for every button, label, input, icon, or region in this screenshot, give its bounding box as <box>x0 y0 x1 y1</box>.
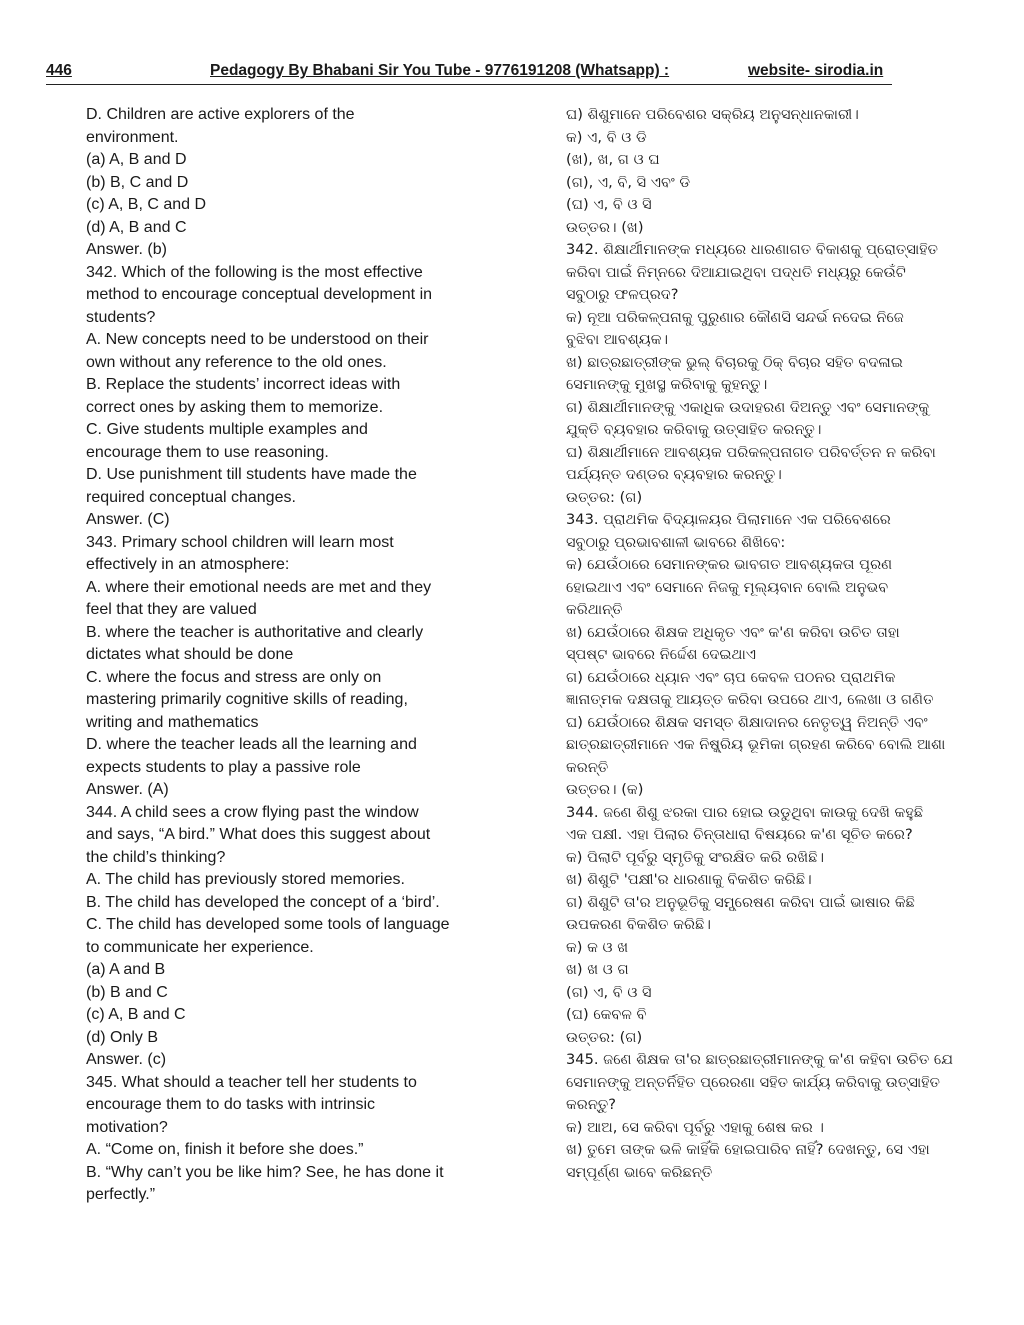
odia-text-line: 343. ପ୍ରାଥମିକ ବିଦ୍ୟାଳୟର ପିଲାମାନେ ଏକ ପରିବେଶରେ <box>566 511 891 528</box>
odia-text-line: ଯୁକ୍ତି ବ୍ୟବହାର କରିବାକୁ ଉତ୍ସାହିତ କରନ୍ତୁ। <box>566 421 822 438</box>
english-text-line: Answer. (b) <box>86 241 167 258</box>
english-text-line: Answer. (A) <box>86 781 169 798</box>
english-text-line: dictates what should be done <box>86 646 294 663</box>
odia-text-line: କ) ପିଲାଟି ପୂର୍ବରୁ ସ୍ମୃତିକୁ ସଂରକ୍ଷିତ କରି ରଖିଛି। <box>566 848 825 866</box>
english-text-line: 345. What should a teacher tell her students to <box>86 1073 417 1091</box>
odia-text-line: 345. ଜଣେ ଶିକ୍ଷକ ତା'ର ଛାତ୍ରଛାତ୍ରୀମାନଙ୍କୁ କ'ଣ କହିବା ଉଚିତ ଯେ <box>566 1051 954 1068</box>
english-text-line: A. “Come on, finish it before she does.” <box>86 1141 364 1158</box>
page-header <box>46 62 892 85</box>
odia-text-line: (ଘ) ଏ, ବି ଓ ସି <box>566 196 652 213</box>
odia-text-line: ଉପକରଣ ବିକଶିତ କରିଛି। <box>566 916 711 933</box>
odia-text-line: ଗ) ଶିକ୍ଷାର୍ଥୀମାନଙ୍କୁ ଏକାଧିକ ଉଦାହରଣ ଦିଅନ୍ତୁ ଏବଂ ସେମାନଙ୍କୁ <box>566 398 930 416</box>
odia-text-line: ଏକ ପକ୍ଷୀ. ଏହା ପିଲାର ଚିନ୍ତାଧାରା ବିଷୟରେ କ'ଣ ସୂଚିତ କରେ? <box>566 826 913 843</box>
english-text-line: D. Children are active explorers of the <box>86 106 355 123</box>
english-text-line: required conceptual changes. <box>86 488 296 506</box>
odia-text-line: ସବୁଠାରୁ ପ୍ରଭାବଶାଳୀ ଭାବରେ ଶିଖିବେ: <box>566 533 786 551</box>
english-text-line: B. Replace the students’ incorrect ideas with <box>86 376 401 393</box>
odia-text-line: ସବୁଠାରୁ ଫଳପ୍ରଦ? <box>566 286 679 303</box>
odia-text-line: ପର୍ଯ୍ୟନ୍ତ ଦଣ୍ଡର ବ୍ୟବହାର କରନ୍ତୁ। <box>566 466 782 483</box>
english-text-line: correct ones by asking them to memorize. <box>86 398 384 416</box>
odia-text-line: କ) ଯେଉଁଠାରେ ସେମାନଙ୍କର ଭାବଗତ ଆବଶ୍ୟକତା ପୂରଣ <box>566 556 893 573</box>
english-text-line: (d) A, B and C <box>86 218 187 236</box>
english-text-line: and says, “A bird.” What does this suggest about <box>86 826 431 843</box>
english-text-line: the child’s thinking? <box>86 848 226 866</box>
english-text-line: A. where their emotional needs are met and they <box>86 578 432 596</box>
odia-column <box>566 104 966 1184</box>
odia-text-line: ଛାତ୍ରଛାତ୍ରୀମାନେ ଏକ ନିଷ୍କ୍ରିୟ ଭୂମିକା ଗ୍ରହଣ କରିବେ ବୋଲି ଆଶା <box>566 736 946 753</box>
header-title: Pedagogy By Bhabani Sir You Tube - 9776191208 (Whatsapp) : <box>210 62 670 79</box>
odia-text-line: କରନ୍ତୁ? <box>566 1096 617 1113</box>
english-text-line: effectively in an atmosphere: <box>86 556 290 573</box>
english-text-line: C. Give students multiple examples and <box>86 421 368 438</box>
english-text-line: students? <box>86 308 156 326</box>
english-text-line: perfectly.” <box>86 1186 156 1203</box>
english-text-line: A. The child has previously stored memories. <box>86 871 405 888</box>
odia-text-line: ଗ) ଯେଉଁଠାରେ ଧ୍ୟାନ ଏବଂ ଚାପ କେବଳ ପଠନର ପ୍ରାଥମିକ <box>566 668 896 686</box>
odia-text-line: ଖ) ତୁମେ ତାଙ୍କ ଭଳି କାହିଁକି ହୋଇପାରିବ ନାହିଁ? ଦେଖନ୍ତୁ, ସେ ଏହା <box>566 1141 930 1158</box>
odia-text-line: ଉତ୍ତର। (କ) <box>566 781 644 798</box>
odia-text-line: ସେମାନଙ୍କୁ ଅନ୍ତର୍ନିହିତ ପ୍ରେରଣା ସହିତ କାର୍ଯ୍ୟ କରିବାକୁ ଉତ୍ସାହିତ <box>566 1073 941 1091</box>
odia-text-line: ଘ) ଶିକ୍ଷାର୍ଥୀମାନେ ଆବଶ୍ୟକ ପରିକଳ୍ପନାଗତ ପରିବର୍ତ୍ତନ ନ କରିବା <box>566 443 936 461</box>
odia-text-line: (ଘ) କେବଳ ବି <box>566 1006 647 1023</box>
english-text-line: to communicate her experience. <box>86 938 314 956</box>
odia-text-line: କ) କ ଓ ଖ <box>566 938 629 956</box>
english-text-line: mastering primarily cognitive skills of reading, <box>86 691 408 708</box>
english-text-line: B. where the teacher is authoritative and clearly <box>86 623 424 641</box>
odia-text-line: କରିଥାନ୍ତି <box>566 601 623 618</box>
odia-text-line: କ) ଆଅ, ସେ କରିବା ପୂର୍ବରୁ ଏହାକୁ ଶେଷ କର । <box>566 1118 824 1136</box>
english-text-line: C. where the focus and stress are only on <box>86 668 382 686</box>
odia-text-line: ଖ) ଯେଉଁଠାରେ ଶିକ୍ଷକ ଅଧିକୃତ ଏବଂ କ'ଣ କରିବା ଉଚିତ ତାହା <box>566 623 900 641</box>
english-text-line: method to encourage conceptual development in <box>86 286 433 303</box>
english-text-line: (c) A, B, C and D <box>86 196 207 213</box>
english-text-line: feel that they are valued <box>86 601 257 618</box>
english-text-line: 342. Which of the following is the most effective <box>86 263 423 281</box>
odia-text-line: ଉତ୍ତର: (ଗ) <box>566 1028 643 1046</box>
english-text-line: writing and mathematics <box>86 713 259 731</box>
odia-text-line: କରନ୍ତି <box>566 758 609 776</box>
odia-text-line: ବୁଝିବା ଆବଶ୍ୟକ। <box>566 331 669 348</box>
english-text-line: D. where the teacher leads all the learning and <box>86 736 417 753</box>
english-text-line: Answer. (c) <box>86 1051 167 1068</box>
english-text-line: 344. A child sees a crow flying past the window <box>86 803 419 821</box>
english-text-line: D. Use punishment till students have made the <box>86 466 417 483</box>
english-text-line: (b) B and C <box>86 983 168 1001</box>
odia-text-line: ଉତ୍ତର: (ଗ) <box>566 488 643 506</box>
english-text-line: 343. Primary school children will learn most <box>86 533 394 551</box>
odia-text-line: ସମ୍ପୂର୍ଣ୍ଣ ଭାବେ କରିଛନ୍ତି <box>566 1163 713 1181</box>
english-text-line: (c) A, B and C <box>86 1006 186 1023</box>
english-text-line: environment. <box>86 128 179 146</box>
header-website: website- sirodia.in <box>748 62 884 79</box>
odia-text-line: 342. ଶିକ୍ଷାର୍ଥୀମାନଙ୍କ ମଧ୍ୟରେ ଧାରଣାଗତ ବିକାଶକୁ ପ୍ରୋତ୍ସାହିତ <box>566 241 939 258</box>
odia-text-line: କ) ଏ, ବି ଓ ଡି <box>566 128 647 146</box>
odia-text-line: ଘ) ଯେଉଁଠାରେ ଶିକ୍ଷକ ସମସ୍ତ ଶିକ୍ଷାଦାନର ନେତୃତ୍ୱ ନିଅନ୍ତି ଏବଂ <box>566 713 928 731</box>
odia-text-line: ଘ) ଶିଶୁମାନେ ପରିବେଶର ସକ୍ରିୟ ଅନୁସନ୍ଧାନକାରୀ। <box>566 106 859 123</box>
odia-text-line: ଗ) ଶିଶୁଟି ତା'ର ଅନୁଭୂତିକୁ ସମ୍ପ୍ରେଷଣ କରିବା ପାଇଁ ଭାଷାର କିଛି <box>566 893 915 911</box>
odia-text-line: କରିବା ପାଇଁ ନିମ୍ନରେ ଦିଆଯାଇଥିବା ପଦ୍ଧତି ମଧ୍ୟରୁ କେଉଁଟି <box>566 263 906 281</box>
odia-text-line: ସ୍ପଷ୍ଟ ଭାବରେ ନିର୍ଦ୍ଦେଶ ଦେଇଥାଏ <box>566 646 757 663</box>
english-text-line: own without any reference to the old ones. <box>86 353 387 371</box>
odia-text-line: ଖ) ଖ ଓ ଗ <box>566 961 629 978</box>
odia-text-line: (ଗ) ଏ, ବି ଓ ସି <box>566 983 652 1001</box>
english-text-line: C. The child has developed some tools of language <box>86 916 450 933</box>
odia-text-line: ଜ୍ଞାନାତ୍ମକ ଦକ୍ଷତାକୁ ଆୟତ୍ତ କରିବା ଉପରେ ଥାଏ, ଲେଖା ଓ ଗଣିତ <box>566 691 934 708</box>
page-number: 446 <box>46 62 72 79</box>
english-column <box>86 104 486 1207</box>
odia-text-line: କ) ନୂଆ ପରିକଳ୍ପନାକୁ ପୁରୁଣାର କୌଣସି ସନ୍ଦର୍ଭ ନଦେଇ ନିଜେ <box>566 308 904 326</box>
odia-text-line: ଉତ୍ତର। (ଖ) <box>566 218 644 236</box>
english-text-line: (a) A, B and D <box>86 151 187 168</box>
odia-text-line: 344. ଜଣେ ଶିଶୁ ଝରକା ପାର ହୋଇ ଉଡୁଥିବା କାଉକୁ ଦେଖି କହୁଛି <box>566 803 924 821</box>
odia-text-line: ଖ) ଶିଶୁଟି 'ପକ୍ଷୀ'ର ଧାରଣାକୁ ବିକଶିତ କରିଛି। <box>566 871 812 888</box>
english-text-line: expects students to play a passive role <box>86 758 361 776</box>
odia-text-line: (ଗ), ଏ, ବି, ସି ଏବଂ ଡି <box>566 173 691 191</box>
odia-text-line: ହୋଇଥାଏ ଏବଂ ସେମାନେ ନିଜକୁ ମୂଲ୍ୟବାନ ବୋଲି ଅନୁଭବ <box>566 578 889 596</box>
odia-text-line: ସେମାନଙ୍କୁ ମୁଖସ୍ଥ କରିବାକୁ କୁହନ୍ତୁ। <box>566 376 768 393</box>
english-text-line: motivation? <box>86 1118 168 1136</box>
english-text-line: B. The child has developed the concept of a ‘bird’. <box>86 893 440 911</box>
odia-text-line: (ଖ), ଖ, ଗ ଓ ଘ <box>566 151 660 168</box>
odia-text-line: ଖ) ଛାତ୍ରଛାତ୍ରୀଙ୍କ ଭୁଲ୍ ବିଚାରକୁ ଠିକ୍ ବିଚାର ସହିତ ବଦଳାଇ <box>566 353 903 371</box>
english-text-line: Answer. (C) <box>86 511 170 528</box>
english-text-line: (b) B, C and D <box>86 173 189 191</box>
english-text-line: (d) Only B <box>86 1028 159 1046</box>
english-text-line: B. “Why can’t you be like him? See, he has done it <box>86 1163 444 1181</box>
english-text-line: (a) A and B <box>86 961 166 978</box>
english-text-line: encourage them to use reasoning. <box>86 443 329 461</box>
english-text-line: encourage them to do tasks with intrinsic <box>86 1096 376 1113</box>
english-text-line: A. New concepts need to be understood on their <box>86 331 429 348</box>
